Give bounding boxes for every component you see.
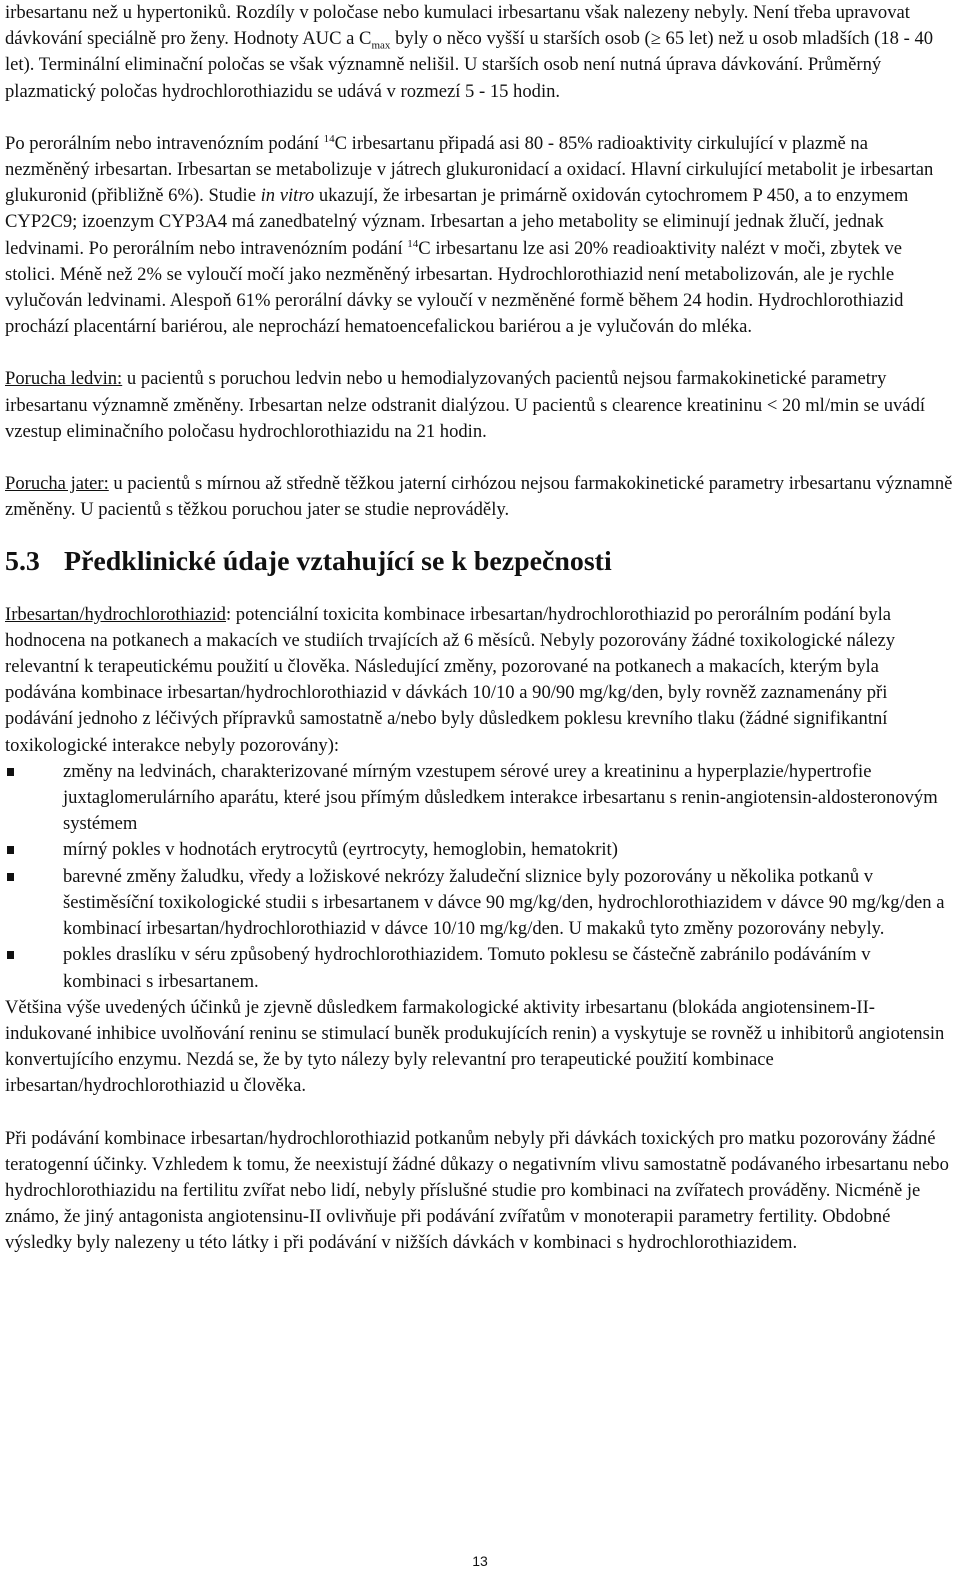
square-bullet-icon — [5, 864, 63, 943]
list-item: pokles draslíku v séru způsobený hydrochlorothiazidem. Tomuto poklesu se částečně zabránilo podáváním v kombinaci s irbesartanem. — [5, 942, 953, 994]
document-page — [5, 0, 953, 1257]
paragraph-pharmacokinetics-age: irbesartanu než u hypertoniků. Rozdíly v poločase nebo kumulaci irbesartanu však nalezeny nebyly. Není třeba upravovat dávkování speciálně pro ženy. Hodnoty AUC a $C_{max}$ byly o něco vyšší u starších osob (≥ 65 let) než u osob mladších (18 - 40 let). Terminální eliminační poločas se však významně nelišil. U starších osob není nutná úprava dávkování. Průměrný plazmatický poločas hydrochlorothiazidu se udává v rozmezí 5 - 15 hodin. — [5, 2, 934, 102]
section-heading — [5, 546, 953, 578]
renal-impairment-label: Porucha ledvin: — [5, 368, 123, 390]
square-bullet-icon — [5, 942, 63, 994]
paragraph-renal-impairment: Porucha ledvin: u pacientů s poruchou ledvin nebo u hemodialyzovaných pacientů nejsou farmakokinetické parametry irbesartanu významně změněny. Irbesartan nelze odstranit dialýzou. U pacientů s clearence kreatininu < 20 ml/min se uvádí vzestup eliminačního poločasu hydrochlorothiazidu na 21 hodin. — [5, 368, 926, 442]
paragraph-preclinical-combination: Irbesartan/hydrochlorothiazid: potenciální toxicita kombinace irbesartan/hydrochlorothiazid po perorálním podání byla hodnocena na potkanech a makacích ve studiích trvajících až 6 měsíců. Nebyly pozorovány žádné toxikologické nálezy relevantní k terapeutickému použití u člověka. Následující změny, pozorované na potkanech a makacích, kterým byla podávána kombinace irbesartan/hydrochlorothiazid v dávkách 10/10 a 90/90 mg/kg/den, byly rovněž zaznamenány při podávání jednoho z léčivých přípravků samostatně a/nebo byly důsledkem poklesu krevního tlaku (žádné signifikantní toxikologické interakce nebyly pozorovány): — [5, 603, 896, 756]
findings-list — [5, 759, 953, 995]
page-number: 13 — [472, 1553, 488, 1569]
section-title: Předklinické údaje vztahující se k bezpečnosti — [64, 546, 612, 578]
list-item: barevné změny žaludku, vředy a ložiskové nekrózy žaludeční sliznice byly pozorovány u několika potkanů v šestiměsíční toxikologické studii s irbesartanem v dávce 90 mg/kg/den, hydrochlorothiazidem v dávce 90 mg/kg/den a kombinací irbesartan/hydrochlorothiazid v dávce 10/10 mg/kg/den. U makaků tyto změny pozorovány nebyly. — [5, 864, 953, 943]
paragraph-hepatic-impairment: Porucha jater: u pacientů s mírnou až středně těžkou jaterní cirhózou nejsou farmakokinetické parametry irbesartanu významně změněny. U pacientů s těžkou poruchou jater se studie neprováděly. — [5, 473, 953, 521]
section-number: 5.3 — [5, 546, 40, 578]
paragraph-metabolism: Po perorálním nebo intravenózním podání $^{14}$C irbesartanu připadá asi 80 - 85% radioaktivity cirkulující v plazmě na nezměněný irbesartan. Irbesartan se metabolizuje v játrech glukuronidací a oxidací. Hlavní cirkulující metabolit je irbesartan glukuronid (přibližně 6%). Studie in vitro ukazují, že irbesartan je primárně oxidován cytochromem P 450, a to enzymem CYP2C9; izoenzym CYP3A4 má zanedbatelný význam. Irbesartan a jeho metabolity se eliminují jednak žlučí, jednak ledvinami. Po perorálním nebo intravenózním podání $^{14}$C irbesartanu lze asi 20% readioaktivity nalézt v moči, zbytek ve stolici. Méně než 2% se vyloučí močí jako nezměněný irbesartan. Hydrochlorothiazid není metabolizován, ale je rychle vylučován ledvinami. Alespoň 61% perorální dávky se vyloučí v nezměněné formě během 24 hodin. Hydrochlorothiazid prochází placentární bariérou, ale neprochází hematoencefalickou bariérou a je vylučován do mléka. — [5, 132, 934, 338]
list-item: změny na ledvinách, charakterizované mírným vzestupem sérové urey a kreatininu a hyperplazie/hypertrofie juxtaglomerulárního aparátu, které jsou přímým důsledkem interakce irbesartanu s renin-angiotensin-aldosteronovým systémem — [5, 759, 953, 838]
combination-label: Irbesartan/hydrochlorothiazid — [5, 603, 226, 625]
hepatic-impairment-label: Porucha jater: — [5, 473, 109, 495]
square-bullet-icon — [5, 759, 63, 838]
square-bullet-icon — [5, 837, 63, 863]
paragraph-teratogenicity-fertility: Při podávání kombinace irbesartan/hydrochlorothiazid potkanům nebyly při dávkách toxických pro matku pozorovány žádné teratogenní účinky. Vzhledem k tomu, že neexistují žádné důkazy o negativním vlivu samostatně podávaného irbesartanu nebo hydrochlorothiazidu na fertilitu zvířat nebo lidí, nebyly příslušné studie pro kombinaci na zvířatech prováděny. Nicméně je známo, že jiný antagonista angiotensinu-II ovlivňuje při podávání zvířatům v monoterapii parametry fertility. Obdobné výsledky byly nalezeny u této látky i při podávání v nižších dávkách v kombinaci s hydrochlorothiazidem. — [5, 1127, 949, 1254]
list-item: mírný pokles v hodnotách erytrocytů (eyrtrocyty, hemoglobin, hematokrit) — [5, 837, 953, 863]
paragraph-pharmacological-effects: Většina výše uvedených účinků je zjevně důsledkem farmakologické aktivity irbesartanu (blokáda angiotensinem-II-indukované inhibice uvolňování reninu se stimulací buněk produkujících renin) a vyskytuje se rovněž u inhibitorů angiotensin konvertujícího enzymu. Nezdá se, že by tyto nálezy byly relevantní pro terapeutické použití kombinace irbesartan/hydrochlorothiazid u člověka. — [5, 996, 945, 1097]
